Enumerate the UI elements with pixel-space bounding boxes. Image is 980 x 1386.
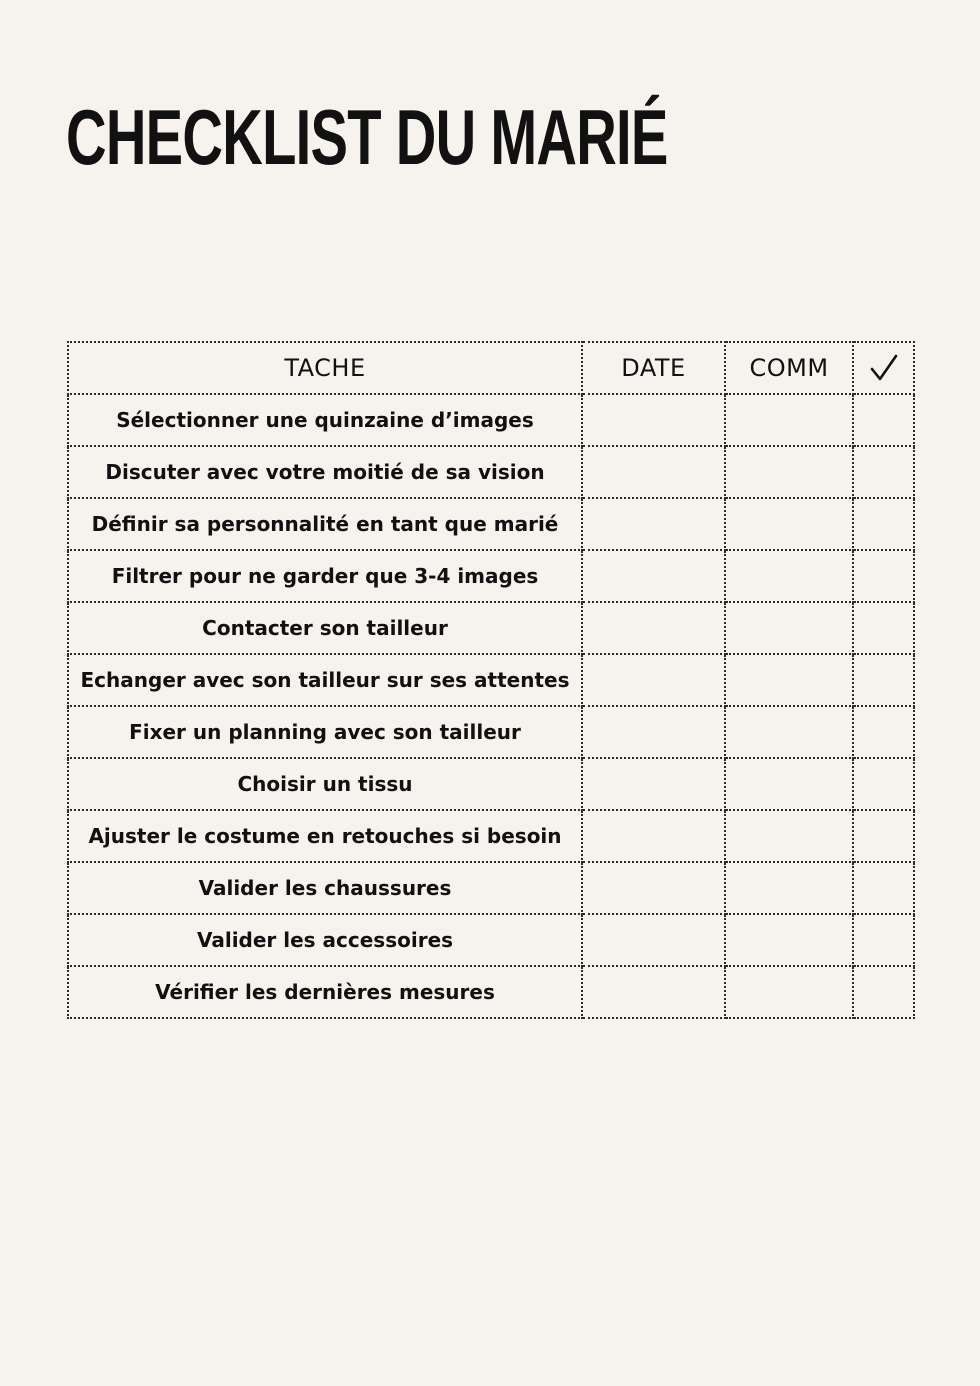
header-done [853, 342, 914, 394]
date-cell[interactable] [582, 966, 725, 1018]
table-row [68, 550, 914, 602]
checklist-table [67, 341, 915, 1019]
comment-cell[interactable] [725, 914, 853, 966]
date-cell[interactable] [582, 758, 725, 810]
task-cell: Ajuster le costume en retouches si besoin [68, 810, 582, 862]
task-cell: Vérifier les dernières mesures [68, 966, 582, 1018]
date-cell[interactable] [582, 654, 725, 706]
checkbox-cell[interactable] [853, 550, 914, 602]
checkbox-cell[interactable] [853, 810, 914, 862]
task-cell: Filtrer pour ne garder que 3-4 images [68, 550, 582, 602]
date-cell[interactable] [582, 446, 725, 498]
task-cell: Valider les chaussures [68, 862, 582, 914]
table-row [68, 810, 914, 862]
checkbox-cell[interactable] [853, 498, 914, 550]
check-icon [869, 353, 899, 383]
task-cell: Echanger avec son tailleur sur ses attentes [68, 654, 582, 706]
date-cell[interactable] [582, 498, 725, 550]
page-title: CHECKLIST DU MARIÉ [66, 93, 668, 181]
comment-cell[interactable] [725, 446, 853, 498]
checkbox-cell[interactable] [853, 914, 914, 966]
date-cell[interactable] [582, 394, 725, 446]
task-cell: Fixer un planning avec son tailleur [68, 706, 582, 758]
checkbox-cell[interactable] [853, 706, 914, 758]
table-row [68, 498, 914, 550]
comment-cell[interactable] [725, 758, 853, 810]
table-row [68, 758, 914, 810]
checkbox-cell[interactable] [853, 602, 914, 654]
table-row [68, 862, 914, 914]
comment-cell[interactable] [725, 550, 853, 602]
table-row [68, 446, 914, 498]
comment-cell[interactable] [725, 706, 853, 758]
header-task: TACHE [68, 342, 582, 394]
table-row [68, 966, 914, 1018]
checkbox-cell[interactable] [853, 446, 914, 498]
comment-cell[interactable] [725, 602, 853, 654]
task-cell: Contacter son tailleur [68, 602, 582, 654]
table-row [68, 602, 914, 654]
task-cell: Sélectionner une quinzaine d’images [68, 394, 582, 446]
checkbox-cell[interactable] [853, 758, 914, 810]
comment-cell[interactable] [725, 654, 853, 706]
table-row [68, 706, 914, 758]
table-row [68, 914, 914, 966]
table-row [68, 654, 914, 706]
checkbox-cell[interactable] [853, 394, 914, 446]
comment-cell[interactable] [725, 862, 853, 914]
comment-cell[interactable] [725, 498, 853, 550]
date-cell[interactable] [582, 914, 725, 966]
checkbox-cell[interactable] [853, 654, 914, 706]
task-cell: Choisir un tissu [68, 758, 582, 810]
date-cell[interactable] [582, 602, 725, 654]
comment-cell[interactable] [725, 394, 853, 446]
header-row [68, 342, 914, 394]
date-cell[interactable] [582, 550, 725, 602]
checkbox-cell[interactable] [853, 862, 914, 914]
checkbox-cell[interactable] [853, 966, 914, 1018]
date-cell[interactable] [582, 862, 725, 914]
date-cell[interactable] [582, 706, 725, 758]
header-date: DATE [582, 342, 725, 394]
task-cell: Valider les accessoires [68, 914, 582, 966]
task-cell: Définir sa personnalité en tant que marié [68, 498, 582, 550]
header-comment: COMM [725, 342, 853, 394]
comment-cell[interactable] [725, 810, 853, 862]
comment-cell[interactable] [725, 966, 853, 1018]
task-cell: Discuter avec votre moitié de sa vision [68, 446, 582, 498]
date-cell[interactable] [582, 810, 725, 862]
table-row [68, 394, 914, 446]
